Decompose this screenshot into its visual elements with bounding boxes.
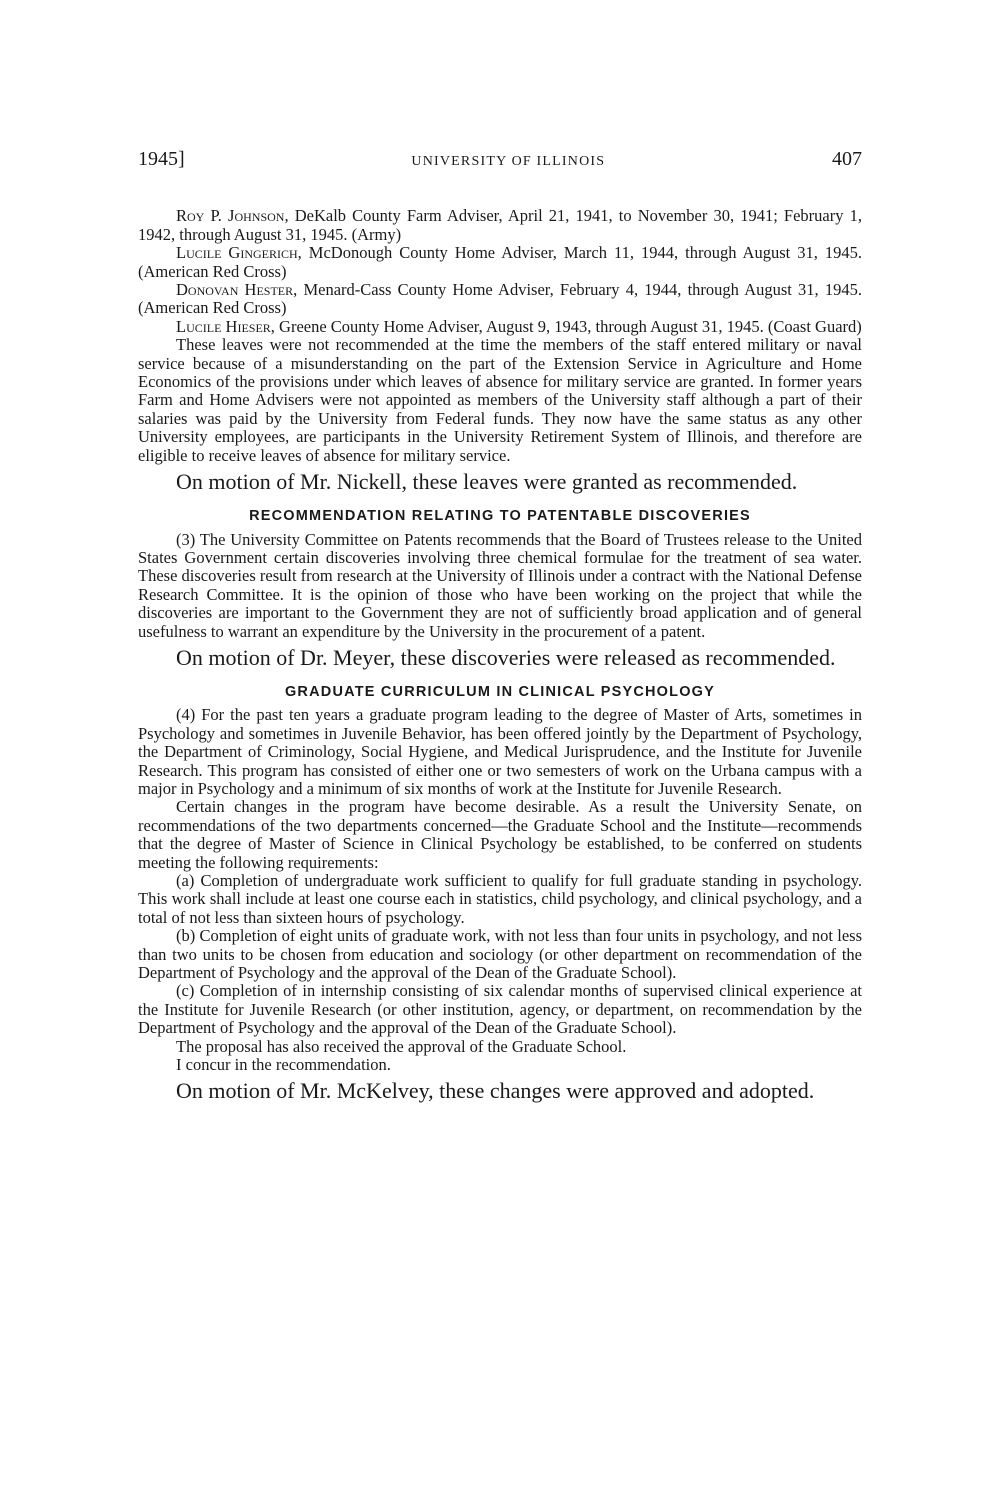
person-name: Roy P. Johnson	[176, 206, 285, 226]
leaves-explanation: These leaves were not recommended at the time the members of the staff entered military or naval service because of a misunderstanding on the part of the Extension Service in Agriculture and Home Economics of the provisions under which leaves of absence for military service are granted. In former years Farm and Home Advisers were not appointed as members of the University staff although a part of their salaries was paid by the University from Federal funds. They now have the same status as any other University employees, are participants in the University Retirement System of Illinois, and therefore are eligible to receive leaves of absence for military service.	[138, 335, 862, 465]
approval-statement: The proposal has also received the approval of the Graduate School.	[176, 1036, 627, 1056]
requirement-a: (a) Completion of undergraduate work sufficient to qualify for full graduate standing in psychology. This work shall include at least one course each in statistics, child psychology, and clinical psychology, and a total of not less than sixteen hours of psychology.	[138, 871, 862, 927]
leave-details: , Greene County Home Adviser, August 9, 1943, through August 31, 1945. (Coast Guard)	[270, 316, 862, 336]
person-name: Lucile Gingerich	[176, 243, 298, 263]
section-heading: RECOMMENDATION RELATING TO PATENTABLE DISCOVERIES	[249, 508, 751, 525]
motion-statement: On motion of Mr. McKelvey, these changes were approved and adopted.	[176, 1078, 815, 1104]
header-year: 1945]	[138, 148, 185, 170]
document-page	[138, 150, 862, 1104]
motion-statement: On motion of Mr. Nickell, these leaves were granted as recommended.	[176, 469, 798, 495]
leave-details: , DeKalb County Farm Adviser, April 21, 1941, to November 30, 1941; February 1, 1942, through August 31, 1945. (Army)	[138, 206, 862, 244]
header-title: UNIVERSITY OF ILLINOIS	[411, 154, 606, 169]
leave-details: , McDonough County Home Adviser, March 11, 1944, through August 31, 1945. (American Red Cross)	[138, 243, 862, 281]
leave-entry	[138, 281, 862, 318]
person-name: Donovan Hester	[176, 280, 294, 300]
concur-statement: I concur in the recommendation.	[176, 1055, 391, 1075]
psychology-paragraph: (4) For the past ten years a graduate program leading to the degree of Master of Arts, sometimes in Psychology and sometimes in Juvenile Behavior, has been offered jointly by the Department of Psychology, the Department of Criminology, Social Hygiene, and Medical Jurisprudence, and the Institute for Juvenile Research. This program has consisted of either one or two semesters of work on the Urbana campus with a major in Psychology and a minimum of six months of work at the Institute for Juvenile Research.	[138, 705, 862, 798]
leave-entry	[138, 207, 862, 244]
motion-statement: On motion of Dr. Meyer, these discoveries were released as recommended.	[176, 644, 836, 670]
leave-entry	[138, 244, 862, 281]
requirement-b: (b) Completion of eight units of graduate work, with not less than four units in psychology, and not less than two units to be chosen from education and sociology (or other department on recommendation of the Department of Psychology and the approval of the Dean of the Graduate School).	[138, 926, 862, 983]
requirement-c: (c) Completion of in internship consisting of six calendar months of supervised clinical experience at the Institute for Juvenile Research (or other institution, agency, or department, on recommendation by the Department of Psychology and the approval of the Dean of the Graduate School).	[138, 981, 862, 1038]
page-number: 407	[831, 148, 862, 170]
leave-details: , Menard-Cass County Home Adviser, February 4, 1944, through August 31, 1945. (American Red Cross)	[138, 280, 863, 318]
patents-paragraph: (3) The University Committee on Patents recommends that the Board of Trustees release to the United States Government certain discoveries involving three chemical formulae for the treatment of sea water. These discoveries result from research at the University of Illinois under a contract with the National Defense Research Committee. It is the opinion of those who have been working on the project that while the discoveries are important to the Government they are not of sufficiently broad application and of general usefulness to warrant an expenditure by the University in the procurement of a patent.	[138, 529, 862, 641]
person-name: Lucile Hieser	[176, 316, 271, 336]
leave-entry	[138, 318, 862, 336]
psychology-paragraph: Certain changes in the program have become desirable. As a result the University Senate, on recommendations of the two departments concerned—the Graduate School and the Institute—recommends that the degree of Master of Science in Clinical Psychology be established, to be conferred on students meeting the following requirements:	[138, 797, 862, 872]
running-header	[138, 150, 862, 171]
section-heading: GRADUATE CURRICULUM IN CLINICAL PSYCHOLOGY	[284, 683, 716, 700]
